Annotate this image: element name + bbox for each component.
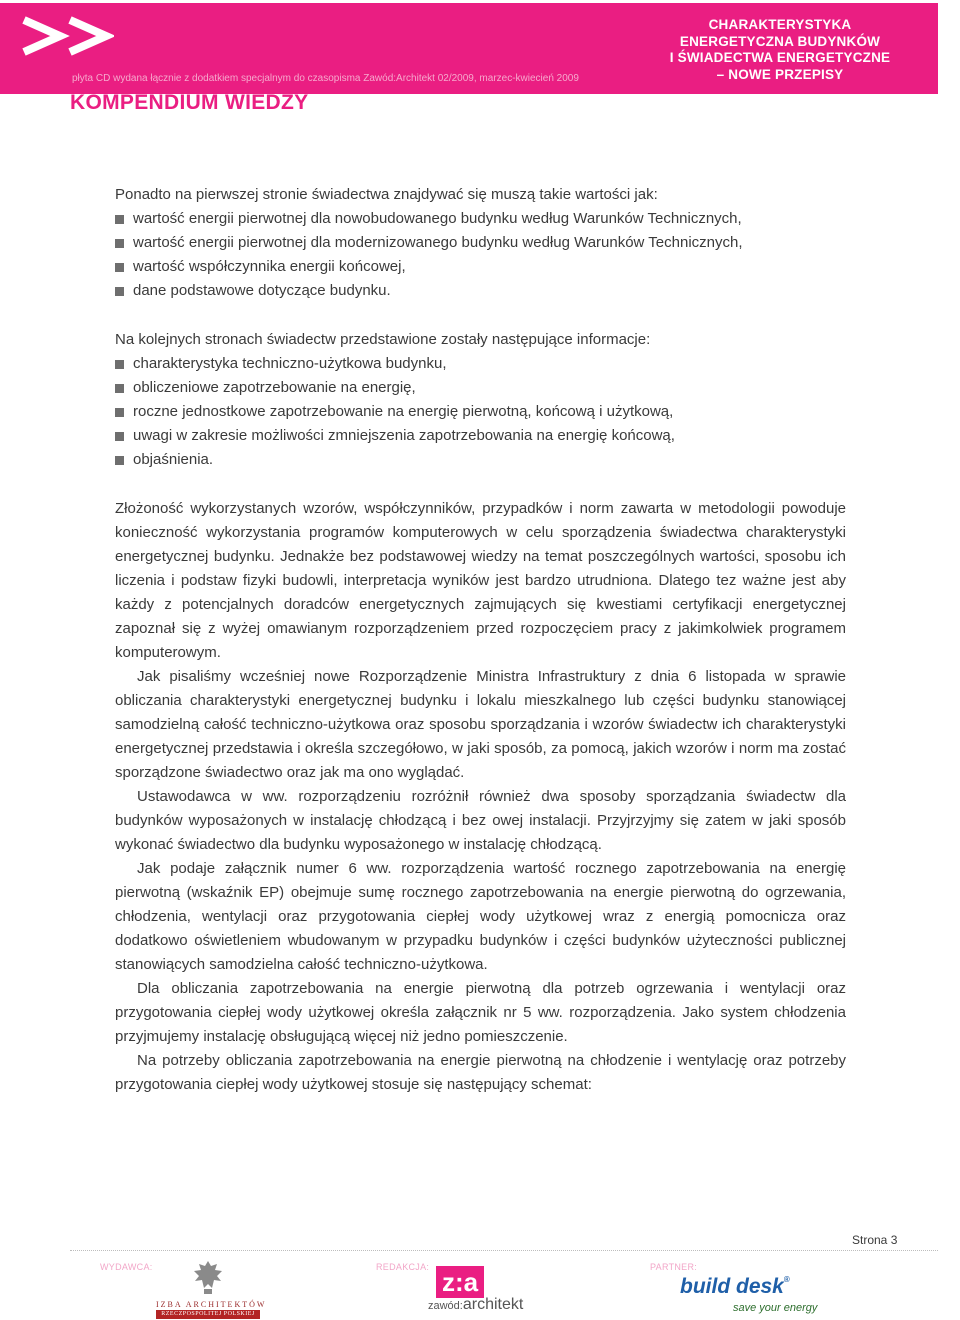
publisher-label: WYDAWCA: [100,1262,153,1272]
page-number: Strona 3 [852,1233,898,1247]
list-item: objaśnienia. [115,448,846,472]
list-item: dane podstawowe dotyczące budynku. [115,279,846,303]
paragraph: Złożoność wykorzystanych wzorów, współczynników, przypadków i norm zawarta w metodologii powoduje konieczność wykorzystania programów komputerowych w celu sporządzenia świadectwa charakterystyki energetycznej budynku. Jednakże bez podstawowej wiedzy na temat poszczególnych wartości, sposobu ich liczenia i podstaw fizyki budowli, interpretacja wyników jest bardzo utrudniona. Dlatego tez ważne jest aby każdy z potencjalnych doradców energetycznych zajmujących się kwestiami certyfikacji energetycznej zapoznał się z wyżej omawianym rozporządzeniem przed rozpoczęciem pracy z jakimkolwiek programem komputerowym. [115,500,846,661]
bullet-square-icon [115,384,124,393]
list-intro: Na kolejnych stronach świadectw przedstawione zostały następujące informacje: [115,331,651,348]
list-item: wartość współczynnika energii końcowej, [115,255,846,279]
footer-divider [70,1250,938,1251]
header-title-line: ENERGETYCZNA BUDYNKÓW [679,33,881,49]
header-title-line: – NOWE PRZEPISY [716,66,844,82]
bullet-square-icon [115,287,124,296]
header-title-line: CHARAKTERYSTYKA [708,17,852,32]
partner-label: PARTNER: [650,1262,698,1272]
eagle-emblem-icon [190,1258,226,1296]
paragraph: Jak pisaliśmy wcześniej nowe Rozporządzenie Ministra Infrastruktury z dnia 6 listopada w sprawie obliczania charakterystyki energetycznej budynku i lokalu mieszkalnego lub części budynku stanowiącej samodzielną całość techniczno-użytkowa oraz sposobu sporządzania i wzorów świadectw ich charakterystyki energetycznej przedstawia i określa szczegółowo, w jaki sposób, za pomocą, jakich wzorów i norm ma zostać sporządzone świadectwo oraz jak ma ono wyglądać. [115,668,846,781]
za-wordmark: zawód:architekt [428,1296,524,1313]
paragraph: Na potrzeby obliczania zapotrzebowania na energie pierwotną na chłodzenie i wentylację oraz potrzeby przygotowania ciepłej wody użytkowej stosuje się następujący schemat: [115,1052,846,1093]
list-intro: Ponadto na pierwszej stronie świadectwa znajdywać się muszą takie wartości jak: [115,186,658,203]
za-logo: z:a [436,1266,484,1298]
section-title: KOMPENDIUM WIEDZY [70,91,309,114]
bullet-square-icon [115,239,124,248]
list-item: uwagi w zakresie możliwości zmniejszenia zapotrzebowania na energię końcową, [115,424,846,448]
paragraph: Ustawodawca w ww. rozporządzeniu rozróżnił również dwa sposoby sporządzania świadectw dla budynków wyposażonych w instalację chłodzącą i bez owej instalacji. Przyjrzyjmy się zatem w jaki sposób wykonać świadectwo dla budynku wyposażonego w instalację chłodzącą. [115,788,846,853]
list-item: wartość energii pierwotnej dla modernizowanego budynku według Warunków Technicznych, [115,231,846,255]
builddesk-logo: build desk® [680,1275,790,1298]
first-page-values-list [115,183,846,303]
publisher-subtitle: RZECZPOSPOLITEJ POLSKIEJ [156,1310,260,1319]
list-item: obliczeniowe zapotrzebowanie na energię, [115,376,846,400]
list-item: charakterystyka techniczno-użytkowa budynku, [115,352,846,376]
bullet-square-icon [115,360,124,369]
header-title-line: I ŚWIADECTWA ENERGETYCZNE [669,50,891,65]
next-pages-info-list [115,328,846,472]
list-item: roczne jednostkowe zapotrzebowanie na energię pierwotną, końcową i użytkową, [115,400,846,424]
list-item: wartość energii pierwotnej dla nowobudowanego budynku według Warunków Technicznych, [115,207,846,231]
header-title [640,17,920,83]
double-chevron-icon [18,16,114,56]
bullet-square-icon [115,456,124,465]
paragraph: Dla obliczania zapotrzebowania na energie pierwotną dla potrzeb ogrzewania i wentylacji oraz przygotowania ciepłej wody użytkowej określa załącznik nr 5 ww. rozporządzenia. Jako system chłodzenia przyjmujemy instalację obsługującą więcej niż jedno pomieszczenie. [115,980,846,1045]
article-body [115,183,846,1097]
publisher-name: IZBA ARCHITEKTÓW [156,1300,267,1309]
bullet-square-icon [115,408,124,417]
paragraph: Jak podaje załącznik numer 6 ww. rozporządzenia wartość rocznego zapotrzebowania na energię pierwotną (wskaźnik EP) obejmuje sumę rocznego zapotrzebowania na energie pierwotną do ogrzewania, chłodzenia, wentylacji oraz przygotowania ciepłej wody użytkowej wraz z energią pomocnicza oraz dodatkowo oświetleniem wbudowanym w przypadku budynków i części budynków użyteczności publicznej stanowiących samodzielna całość techniczno-użytkowa. [115,860,846,973]
bullet-square-icon [115,263,124,272]
publication-note: płyta CD wydana łącznie z dodatkiem specjalnym do czasopisma Zawód:Architekt 02/2009, marzec-kwiecień 2009 [72,73,579,84]
builddesk-slogan: save your energy [733,1302,818,1314]
bullet-square-icon [115,432,124,441]
body-paragraphs [115,497,846,1097]
editor-label: REDAKCJA: [376,1262,430,1272]
bullet-square-icon [115,215,124,224]
